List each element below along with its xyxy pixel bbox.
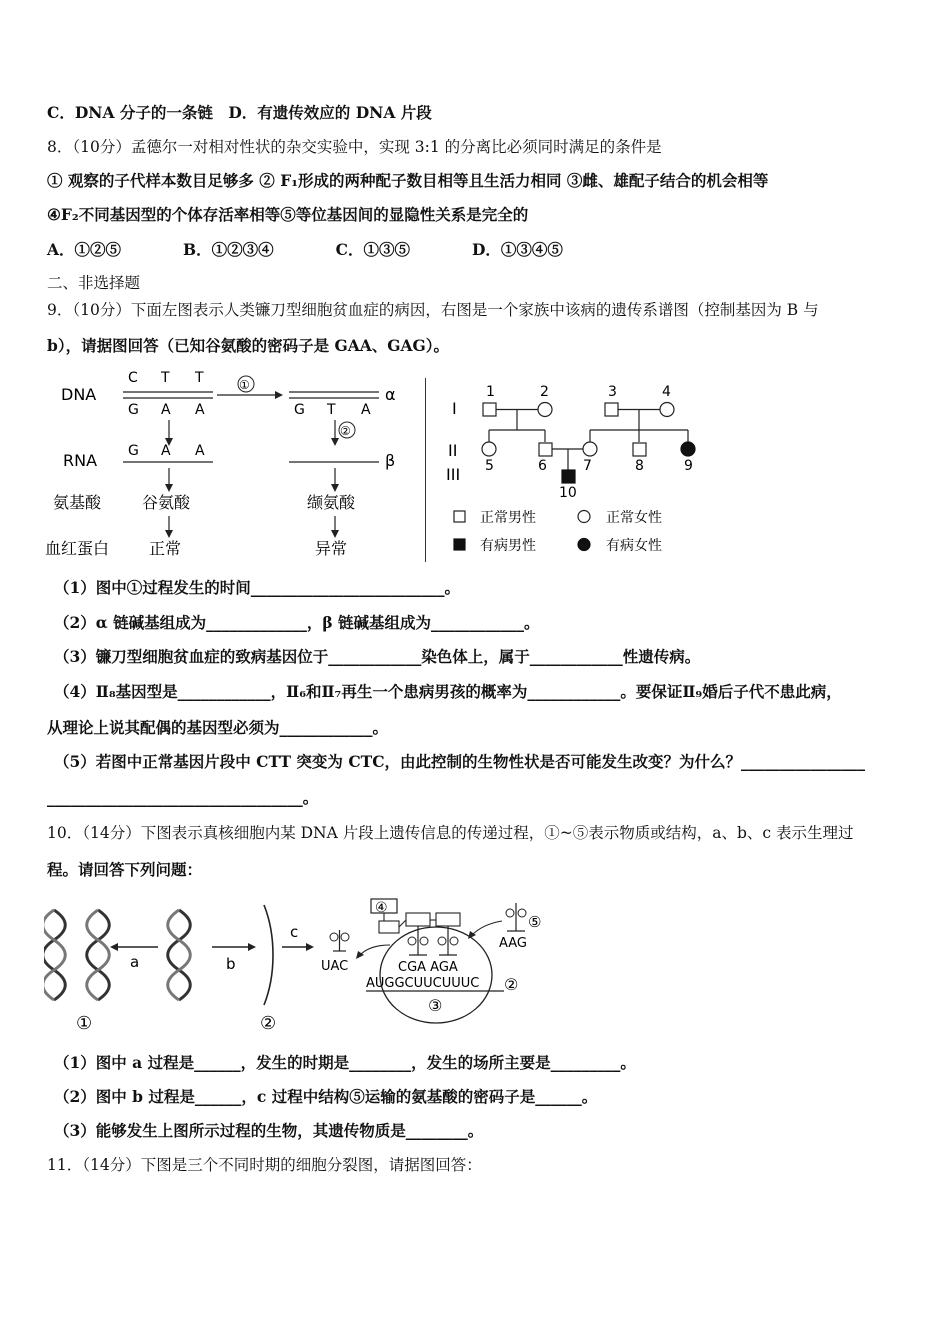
structure-3-label: ③ (428, 996, 443, 1015)
section-title: 二、非选择题 (47, 274, 141, 292)
generation-I: I (452, 399, 457, 418)
structure-2-label-left: ② (260, 1013, 277, 1034)
legend-normal-male-symbol (454, 511, 465, 522)
label-2: 2 (540, 384, 549, 400)
label-5: 5 (485, 458, 494, 474)
arrow-a-head (110, 943, 118, 951)
individual-I3-normal-male (605, 403, 618, 416)
q9-part-3: （3）镰刀型细胞贫血症的致病基因位于____________染色体上，属于____________性遗传病。 (54, 647, 701, 666)
q11-stem: 11．（14分）下图是三个不同时期的细胞分裂图，请据图回答： (47, 1156, 482, 1174)
q9-part-4-cont: 从理论上说其配偶的基因型必须为____________。 (47, 718, 389, 737)
q8-line2: ④F₂不同基因型的个体存活率相等⑤等位基因间的显隐性关系是完全的 (47, 205, 529, 224)
rna-label: RNA (63, 451, 98, 470)
label-4: 4 (662, 384, 671, 400)
q10-stem-2: 程。请回答下列问题： (47, 860, 203, 879)
individual-II9-affected-female (681, 442, 695, 456)
hemoglobin-label: 血红蛋白 (45, 539, 110, 558)
process-c-label: c (290, 923, 299, 941)
individual-II7-normal-female (583, 442, 597, 456)
legend-affected-male: 有病男性 (480, 538, 536, 554)
legend-normal-male: 正常男性 (480, 510, 536, 526)
individual-II8-normal-male (633, 443, 646, 456)
structure-2-label-right: ② (504, 975, 519, 994)
process-b-label: b (226, 955, 236, 973)
normal-result: 正常 (149, 539, 182, 558)
generation-III: III (446, 465, 461, 484)
mutant-protein-arrowhead (331, 530, 339, 538)
anticodon-uac: UAC (321, 959, 349, 974)
trna-bound-1 (408, 926, 428, 955)
q8-line1: ① 观察的子代样本数目足够多 ② F₁形成的两种配子数目相等且生活力相同 ③雌、雄配子结合的机会相等 (47, 171, 769, 190)
dna-top-base-1: C (128, 370, 138, 386)
entry-arrow (472, 921, 502, 935)
mutant-base-1: G (294, 402, 305, 418)
glutamic-acid: 谷氨酸 (142, 493, 191, 512)
mrna-curve (264, 905, 273, 1005)
rna-base-1: G (128, 443, 139, 459)
dna-top-base-3: T (195, 370, 204, 386)
structure-1-label: ① (76, 1013, 93, 1034)
rna-base-2: A (161, 443, 171, 459)
individual-II5-normal-female (482, 442, 496, 456)
mrna-sequence: AUGGCUUCUUUC (366, 976, 480, 991)
valine: 缬氨酸 (307, 493, 356, 512)
dna-bottom-base-2: A (161, 402, 171, 418)
individual-I2-normal-female (538, 403, 552, 417)
label-8: 8 (635, 458, 644, 474)
abnormal-result: 异常 (315, 539, 348, 558)
q10-part-2: （2）图中 b 过程是______，c 过程中结构⑤运输的氨基酸的密码子是______。 (54, 1087, 598, 1106)
legend-normal-female-symbol (578, 511, 590, 523)
dna-bottom-base-1: G (128, 402, 139, 418)
q8-stem: 8．（10分）孟德尔一对相对性状的杂交实验中，实现 3:1 的分离比必须同时满足的条件是 (47, 138, 662, 156)
trna-uac (330, 930, 349, 951)
label-6: 6 (538, 458, 547, 474)
peptide-bond-1 (399, 920, 406, 927)
q10-stem-1: 10．（14分）下图表示真核细胞内某 DNA 片段上遗传信息的传递过程，①~⑤表示物质或结构，a、b、c 表示生理过 (47, 824, 854, 842)
dna-bottom-base-3: A (195, 402, 205, 418)
mutant-base-3: A (361, 402, 371, 418)
dna-double-helix-template (168, 910, 191, 1000)
amino-acid-label: 氨基酸 (53, 493, 102, 512)
mutation-arrowhead (275, 391, 283, 399)
q8-options: A．①②⑤ B．①②③④ C．①③⑤ D．①③④⑤ (47, 240, 563, 259)
protein-arrowhead (165, 530, 173, 538)
structure-4-label: ④ (375, 900, 388, 916)
pedigree-figure (440, 366, 710, 562)
q9-part-2: （2）α 链碱基组成为_____________，β 链碱基组成为____________。 (54, 613, 540, 632)
q9-stem-2: b），请据图回答（已知谷氨酸的密码子是 GAA、GAG）。 (47, 336, 450, 355)
anticodons-cga-aga: CGA AGA (398, 960, 458, 975)
legend-affected-male-symbol (454, 539, 465, 550)
label-3: 3 (608, 384, 617, 400)
generation-II: II (448, 441, 458, 460)
q7-options: C．DNA 分子的一条链 D．有遗传效应的 DNA 片段 (47, 103, 432, 122)
label-7: 7 (583, 458, 592, 474)
mutant-transcription-arrowhead (331, 438, 339, 446)
gene-expression-figure (44, 895, 564, 1040)
anticodon-aag: AAG (499, 936, 527, 951)
step1-marker: ① (239, 378, 250, 392)
alpha-label: α (385, 385, 396, 404)
legend-affected-female-symbol (578, 539, 590, 551)
dna-double-helix-2 (87, 910, 110, 1000)
translation-arrowhead (165, 484, 173, 492)
q9-stem-1: 9．（10分）下面左图表示人类镰刀型细胞贫血症的病因，右图是一个家族中该病的遗传系谱图（控制基因为 B 与 (47, 301, 819, 319)
ribosome-amino-acid-2 (436, 913, 460, 926)
figure-divider (425, 378, 426, 562)
q10-part-3: （3）能够发生上图所示过程的生物，其遗传物质是________。 (54, 1121, 484, 1140)
legend-affected-female: 有病女性 (606, 538, 662, 554)
q9-part-4: （4）Ⅱ₈基因型是____________，Ⅱ₆和Ⅱ₇再生一个患病男孩的概率为____________。要保证Ⅱ₉婚后子代不患此病， (54, 682, 842, 701)
arrow-b-head (248, 943, 256, 951)
sickle-cell-mechanism-figure (45, 366, 425, 562)
process-a-label: a (130, 953, 140, 971)
individual-III10-affected-male (562, 470, 575, 483)
mutant-base-2: T (327, 402, 336, 418)
dna-double-helix-1 (44, 910, 65, 1000)
label-1: 1 (486, 384, 495, 400)
beta-label: β (385, 451, 396, 470)
ribosome-amino-acid-1 (406, 913, 430, 926)
label-9: 9 (684, 458, 693, 474)
structure-5-label: ⑤ (528, 913, 542, 931)
label-10: 10 (559, 485, 577, 501)
dna-label: DNA (61, 385, 97, 404)
individual-II6-normal-male (539, 443, 552, 456)
q9-part-1: （1）图中①过程发生的时间_________________________。 (54, 578, 461, 597)
trna-incoming (506, 903, 526, 931)
individual-I1-normal-male (483, 403, 496, 416)
q10-part-1: （1）图中 a 过程是______，发生的时期是________，发生的场所主要是_________。 (54, 1053, 636, 1072)
mutant-translation-arrowhead (331, 484, 339, 492)
dna-top-base-2: T (161, 370, 170, 386)
rna-base-3: A (195, 443, 205, 459)
q9-part-5: （5）若图中正常基因片段中 CTT 突变为 CTC，由此控制的生物性状是否可能发生改变？为什么？________________ (54, 752, 866, 771)
individual-I4-normal-female (660, 403, 674, 417)
q9-part-5-cont: _________________________________。 (47, 788, 319, 807)
legend-normal-female: 正常女性 (606, 510, 662, 526)
arrow-c-head (306, 943, 314, 951)
peptide-unit (379, 921, 399, 933)
step2-marker: ② (340, 424, 351, 438)
